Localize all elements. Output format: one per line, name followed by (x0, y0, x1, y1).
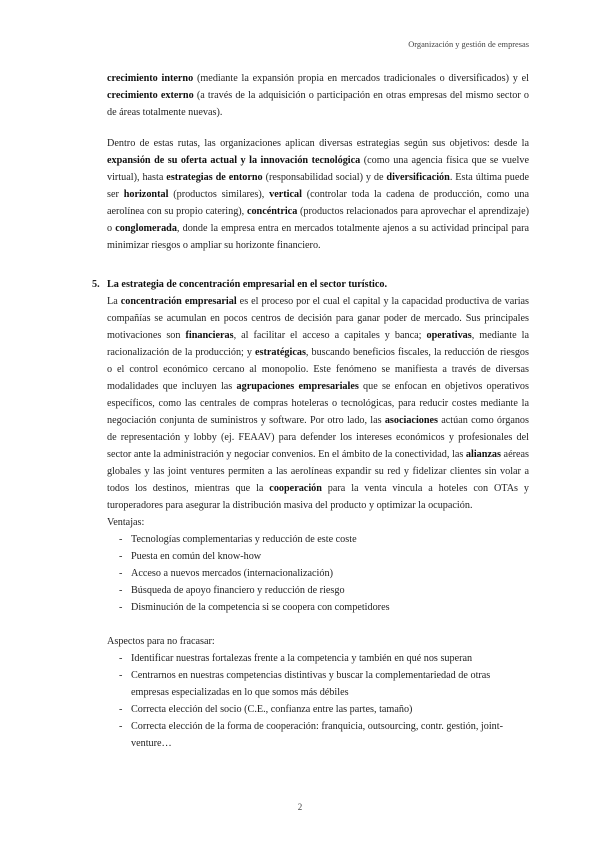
text-run: (responsabilidad social) y de (262, 172, 387, 183)
list-item (107, 531, 529, 548)
list-item (107, 548, 529, 565)
term-concentric: concéntrica (246, 206, 298, 217)
list-item (107, 667, 529, 701)
term-vertical: vertical (269, 189, 302, 200)
term-horizontal: horizontal (123, 189, 169, 200)
success-aspects-heading: Aspectos para no fracasar: (107, 636, 215, 647)
text-run: , mediante la racionalización de la producción; y (107, 330, 529, 358)
list-item-text: Centrarnos en nuestras competencias distintivas y buscar la complementariedad de otras empresas especializadas en lo que somos más débiles (131, 670, 491, 698)
list-item-text: Correcta elección del socio (C.E., confianza entre las partes, tamaño) (131, 704, 413, 715)
page-number: 2 (297, 802, 303, 812)
success-aspects-list (107, 650, 529, 752)
section-title: La estrategia de concentración empresarial en el sector turístico. (107, 279, 387, 290)
list-item (107, 582, 529, 599)
dash-bullet: - (119, 602, 123, 613)
text-run: (a través de la adquisición o participación en otras empresas del mismo sector o de áreas totalmente nuevas). (107, 90, 529, 118)
paragraph-strategies (107, 135, 529, 254)
text-run: . Esta última puede ser (107, 172, 529, 200)
dash-bullet: - (119, 551, 123, 562)
text-run: , donde la empresa entra en mercados totalmente ajenos a su actividad principal para minimizar riesgos o ampliar su horizonte financiero. (107, 223, 530, 251)
term-cooperation: cooperación (269, 483, 322, 494)
list-item (107, 650, 529, 667)
list-item-text: Acceso a nuevos mercados (internacionalización) (131, 568, 333, 579)
term-expansion: expansión de su oferta actual y la innovación tecnológica (107, 155, 361, 166)
dash-bullet: - (119, 568, 123, 579)
dash-bullet: - (119, 721, 123, 732)
term-alliances: alianzas (465, 449, 501, 460)
term-strategic: estratégicas (255, 347, 306, 358)
text-run: actúan como órganos de representación y lobby (ej. FEAAV) para defender los intereses económicos y profesionales del sector ante la administración y negociar convenios. En el ámbito de la conectividad, las (107, 415, 529, 460)
spacer (107, 616, 529, 633)
term-business-groups: agrupaciones empresariales (236, 381, 359, 392)
dash-bullet: - (119, 704, 123, 715)
text-run: La (107, 296, 121, 307)
dash-bullet: - (119, 653, 123, 664)
dash-bullet: - (119, 585, 123, 596)
term-external-growth: crecimiento externo (107, 90, 194, 101)
list-item (107, 565, 529, 582)
term-concentration: concentración empresarial (120, 296, 237, 307)
term-conglomerate: conglomerada (115, 223, 177, 234)
term-financial: financieras (185, 330, 234, 341)
term-associations: asociaciones (384, 415, 439, 426)
term-environment-strategies: estrategias de entorno (166, 172, 263, 183)
text-run: , al facilitar el acceso a capitales y banca; (233, 330, 427, 341)
list-item-text: Identificar nuestras fortalezas frente a la competencia y también en qué nos superan (131, 653, 473, 664)
term-diversification: diversificación (386, 172, 450, 183)
list-item (107, 599, 529, 616)
text-run: es el proceso por el cual el capital y la capacidad productiva de varias compañías se acumulan en pocos centros de decisión para ganar poder de mercado. Sus principales motivaciones son (107, 296, 530, 341)
text-run: que se enfocan en objetivos operativos específicos, como las centrales de compras hoteleras o tecnológicas, para reducir costes mediante la negociación conjunta de suministros y software. Por otro lado, las (107, 381, 529, 426)
term-internal-growth: crecimiento interno (107, 73, 194, 84)
paragraph-concentration (107, 293, 529, 514)
dash-bullet: - (119, 534, 123, 545)
text-run: aéreas globales y las joint ventures permiten a las aerolíneas expandir su red y fidelizar clientes sin volar a todos los destinos, mientras que la (107, 449, 530, 494)
list-item-text: Correcta elección de la forma de cooperación: franquicia, outsourcing, contr. gestión, joint-venture… (131, 721, 503, 749)
text-run: para la venta vincula a hoteles con OTAs y turoperadores para asegurar la distribución masiva del producto y optimizar la ocupación. (107, 483, 529, 511)
dash-bullet: - (119, 670, 123, 681)
running-header: Organización y gestión de empresas (408, 40, 529, 49)
text-run: Dentro de estas rutas, las organizaciones aplican diversas estrategias según sus objetivos: desde la (107, 138, 529, 149)
list-item-text: Tecnologías complementarias y reducción de este coste (131, 534, 357, 545)
section-body (107, 293, 529, 752)
text-run: (mediante la expansión propia en mercados tradicionales o diversificados) y el (193, 73, 529, 84)
list-item (107, 701, 529, 718)
advantages-list (107, 531, 529, 616)
section-number: 5. (92, 279, 100, 290)
list-item-text: Búsqueda de apoyo financiero y reducción de riesgo (131, 585, 345, 596)
paragraph-growth (107, 70, 529, 121)
list-item (107, 718, 529, 752)
text-run: (controlar toda la cadena de producción, como una aerolínea con su propio catering), (107, 189, 529, 217)
term-operational: operativas (426, 330, 472, 341)
text-run: (productos relacionados para aprovechar el aprendizaje) o (107, 206, 529, 234)
text-run: , buscando beneficios fiscales, la reducción de riesgos o el control económico cercano al monopolio. Este fenómeno se manifiesta a través de diversas modalidades que incluyen las (107, 347, 529, 392)
text-run: (productos similares), (168, 189, 270, 200)
list-item-text: Puesta en común del know-how (131, 551, 262, 562)
list-item-text: Disminución de la competencia si se coopera con competidores (131, 602, 390, 613)
text-run: (como una agencia física que se vuelve virtual), hasta (107, 155, 529, 183)
advantages-heading: Ventajas: (107, 517, 145, 528)
